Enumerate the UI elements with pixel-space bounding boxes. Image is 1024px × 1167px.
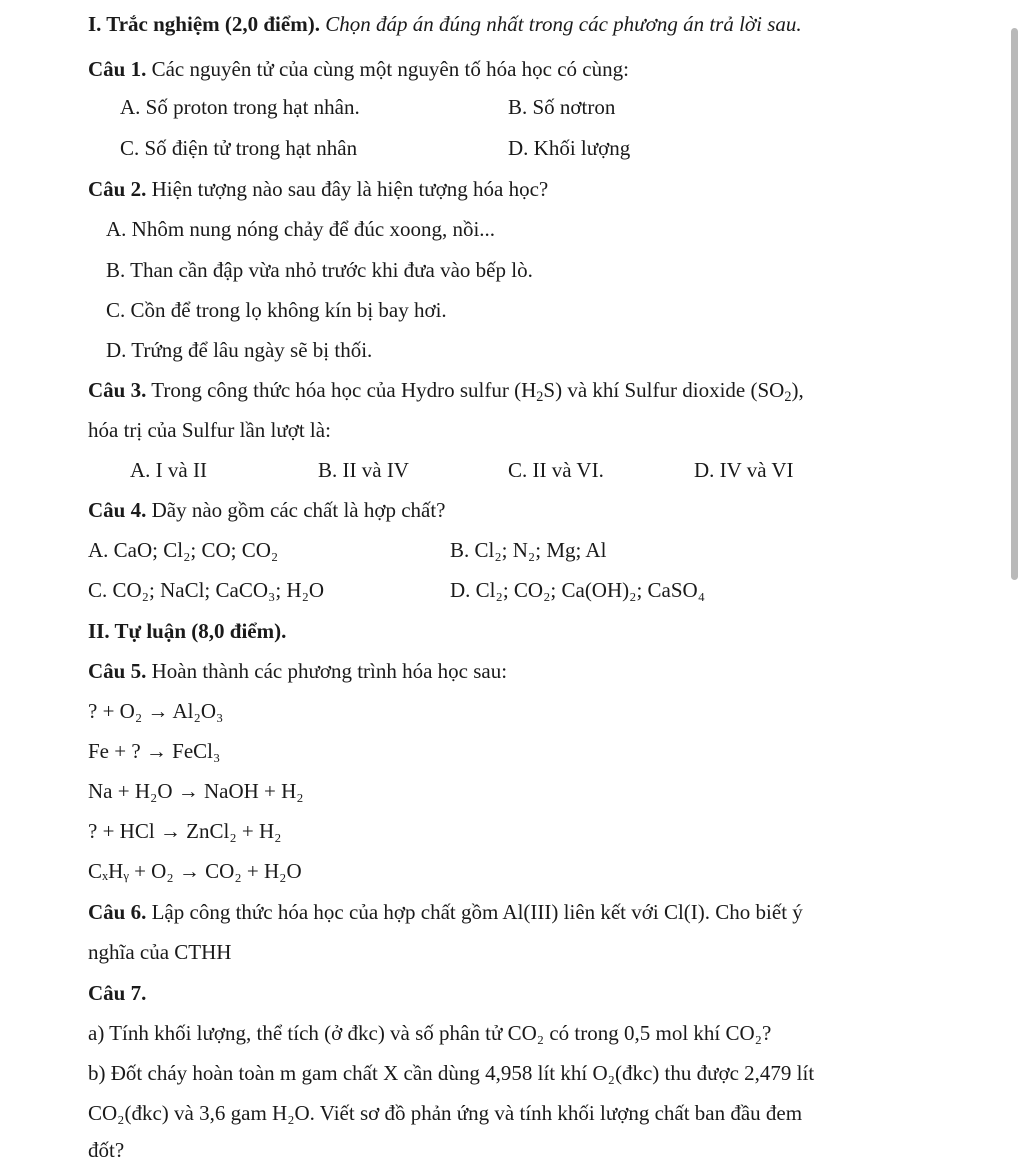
question-2: [88, 177, 548, 202]
q3-option-b: B. II và IV: [318, 458, 409, 482]
equation-3: Na + H₂O → NaOH + H₂: [88, 779, 304, 803]
question-6-label: Câu 6.: [88, 900, 147, 924]
part1-title: [88, 12, 802, 37]
q1-option-c: C. Số điện tử trong hạt nhân: [120, 136, 358, 160]
q1-option-b: B. Số nơtron: [508, 95, 616, 119]
question-3-text-part3: ),: [791, 378, 804, 402]
q7-part-b-line1: b) Đốt cháy hoàn toàn m gam chất X cần dùng 4,958 lít khí O₂(đkc) thu được 2,479 lít: [88, 1061, 815, 1085]
q2-option-d: D. Trứng để lâu ngày sẽ bị thối.: [106, 338, 373, 362]
question-3-label: Câu 3.: [88, 378, 147, 402]
question-1-text: Các nguyên tử của cùng một nguyên tố hóa học có cùng:: [151, 57, 629, 81]
question-3-text-part1: Trong công thức hóa học của Hydro sulfur (H: [151, 378, 537, 402]
q3-option-a: A. I và II: [130, 458, 207, 482]
question-6: [88, 900, 803, 925]
question-7-label: Câu 7.: [88, 981, 147, 1005]
part1-instruction: Chọn đáp án đúng nhất trong các phương án trả lời sau.: [325, 12, 802, 36]
question-4-label: Câu 4.: [88, 498, 147, 522]
question-1-label: Câu 1.: [88, 57, 147, 81]
q3-option-c: C. II và VI.: [508, 458, 604, 482]
q4-option-a: A. CaO; Cl₂; CO; CO₂: [88, 538, 279, 562]
question-6-text: Lập công thức hóa học của hợp chất gồm Al(III) liên kết với Cl(I). Cho biết ý: [151, 900, 803, 924]
q4-option-d: D. Cl₂; CO₂; Ca(OH)₂; CaSO₄: [450, 578, 706, 602]
question-3-text-part2: S) và khí Sulfur dioxide (SO: [543, 378, 785, 402]
equation-1: ? + O₂ → Al₂O₃: [88, 699, 224, 723]
question-6-line2: nghĩa của CTHH: [88, 940, 232, 964]
part2-title: [88, 619, 286, 644]
part2-heading: II. Tự luận (8,0 điểm).: [88, 619, 287, 643]
question-1: [88, 57, 629, 82]
question-5: [88, 659, 507, 684]
question-2-label: Câu 2.: [88, 177, 147, 201]
q1-option-a: A. Số proton trong hạt nhân.: [120, 95, 360, 119]
question-2-text: Hiện tượng nào sau đây là hiện tượng hóa học?: [151, 177, 549, 201]
q2-option-b: B. Than cần đập vừa nhỏ trước khi đưa vào bếp lò.: [106, 258, 533, 282]
question-5-text: Hoàn thành các phương trình hóa học sau:: [151, 659, 508, 683]
q3-option-d: D. IV và VI: [694, 458, 794, 482]
q4-option-c: C. CO₂; NaCl; CaCO₃; H₂O: [88, 578, 325, 602]
question-5-label: Câu 5.: [88, 659, 147, 683]
equation-2: Fe + ? → FeCl₃: [88, 739, 221, 763]
q7-part-b-line3: đốt?: [88, 1138, 125, 1162]
question-3-line2: hóa trị của Sulfur lần lượt là:: [88, 418, 331, 442]
q2-option-a: A. Nhôm nung nóng chảy để đúc xoong, nồi...: [106, 217, 496, 241]
question-7: [88, 981, 146, 1006]
part1-heading: I. Trắc nghiệm (2,0 điểm).: [88, 12, 320, 36]
q4-option-b: B. Cl₂; N₂; Mg; Al: [450, 538, 607, 562]
question-3: Câu 3. Trong công thức hóa học của Hydro sulfur $(H_2S)$ và khí Sulfur dioxide $(SO_2)$,: [88, 378, 804, 405]
q7-part-a: a) Tính khối lượng, thể tích (ở đkc) và số phân tử CO₂ có trong 0,5 mol khí CO₂?: [88, 1021, 772, 1045]
question-4: [88, 498, 446, 523]
q7-part-b-line2: CO₂(đkc) và 3,6 gam H₂O. Viết sơ đồ phản ứng và tính khối lượng chất ban đầu đem: [88, 1101, 803, 1125]
scrollbar-thumb[interactable]: [1011, 28, 1018, 580]
q1-option-d: D. Khối lượng: [508, 136, 631, 160]
equation-4: ? + HCl → ZnCl₂ + H₂: [88, 819, 282, 843]
question-4-text: Dãy nào gồm các chất là hợp chất?: [151, 498, 446, 522]
q2-option-c: C. Cồn để trong lọ không kín bị bay hơi.: [106, 298, 447, 322]
equation-5: CₓHᵧ + O₂ → CO₂ + H₂O: [88, 859, 302, 883]
